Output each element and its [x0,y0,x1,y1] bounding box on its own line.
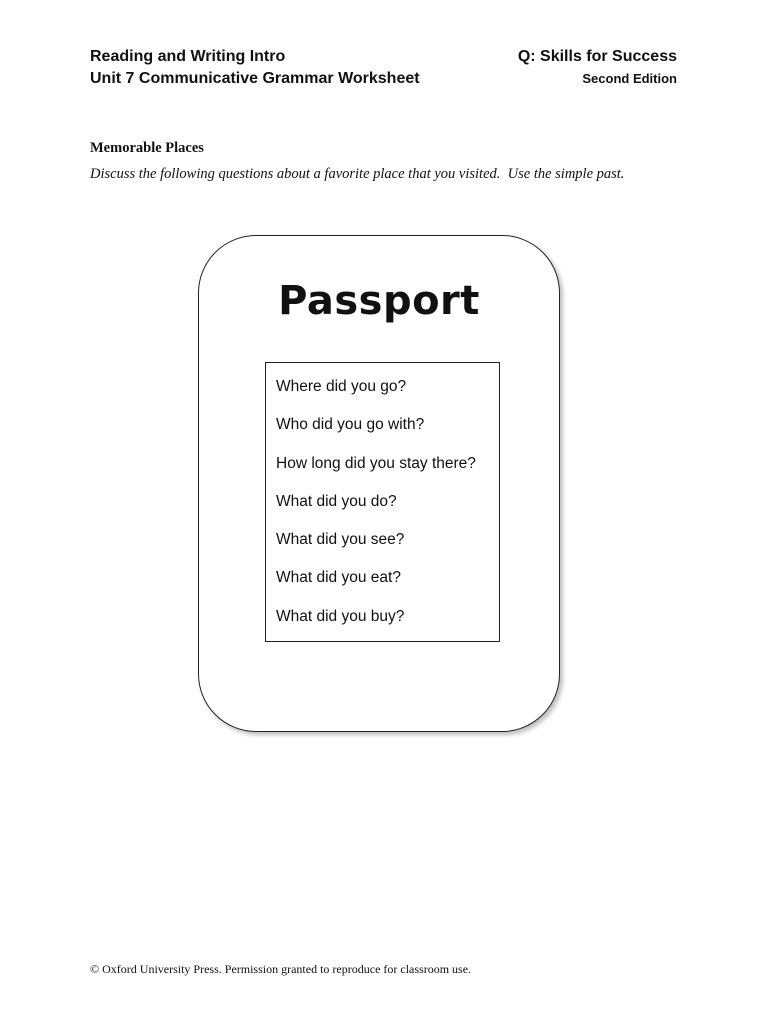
question-item: Who did you go with? [276,416,425,434]
question-item: What did you eat? [276,569,401,587]
header-left [90,46,420,90]
question-item: How long did you stay there? [276,454,476,472]
edition-label: Second Edition [582,71,677,86]
question-box [265,362,500,642]
course-title: Reading and Writing Intro [90,48,286,65]
question-item: Where did you go? [276,378,407,395]
passport-card [198,235,560,732]
copyright-footer: © Oxford University Press. Permission granted to reproduce for classroom use. [90,962,472,976]
question-item: What did you do? [276,492,397,510]
question-item: What did you see? [276,531,405,549]
header-right [518,46,677,90]
passport-title: Passport [278,278,480,324]
section-title: Memorable Places [90,140,204,156]
question-item: What did you buy? [276,607,405,625]
series-title: Q: Skills for Success [517,48,677,65]
unit-title: Unit 7 Communicative Grammar Worksheet [90,70,420,87]
instructions-text: Discuss the following questions about a favorite place that you visited. Use the simple past. [90,166,625,182]
